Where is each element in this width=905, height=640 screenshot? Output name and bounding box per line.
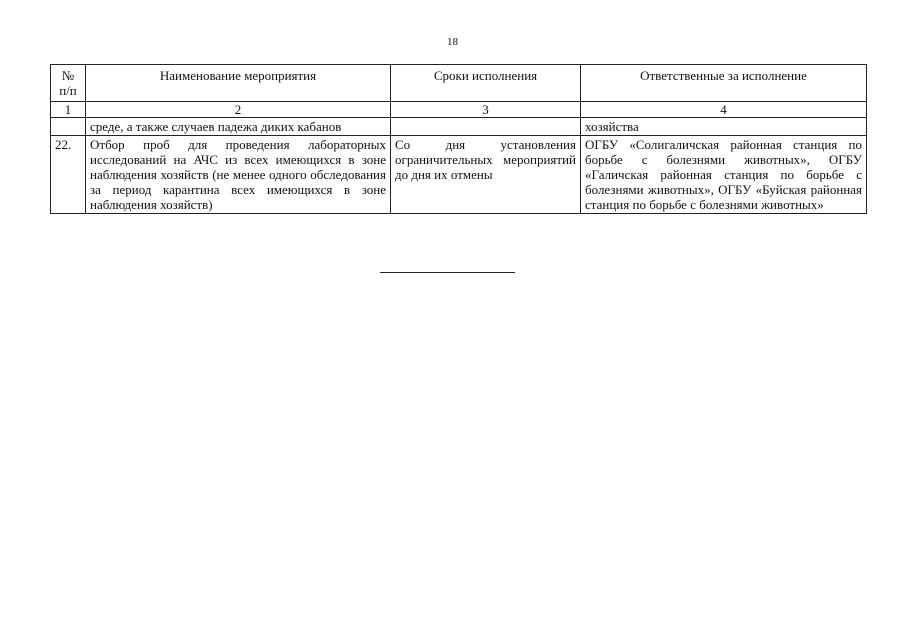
row-num-cell xyxy=(51,118,86,136)
closing-rule xyxy=(380,272,515,273)
header-responsible: Ответственные за исполнение xyxy=(581,65,867,102)
row-responsible-cell: хозяйства xyxy=(581,118,867,136)
row-deadline-cell xyxy=(391,118,581,136)
table-header-row xyxy=(51,65,867,102)
row-responsible-cell: ОГБУ «Солигаличская районная станция по борьбе с болезнями животных», ОГБУ «Галичская районная станция по борьбе с болезнями животных», ОГБУ «Буйская районная станция по борьбе с болезнями животных» xyxy=(581,136,867,214)
row-num-cell: 22. xyxy=(51,136,86,214)
table-row xyxy=(51,136,867,214)
row-name-cell: среде, а также случаев падежа диких кабанов xyxy=(86,118,391,136)
header-num: № п/п xyxy=(51,65,86,102)
header-deadline: Сроки исполнения xyxy=(391,65,581,102)
header-name: Наименование мероприятия xyxy=(86,65,391,102)
page-number: 18 xyxy=(447,36,458,48)
measures-table xyxy=(50,64,867,214)
column-number: 4 xyxy=(581,102,867,118)
column-number: 1 xyxy=(51,102,86,118)
column-number-row xyxy=(51,102,867,118)
row-deadline-cell: Со дня установления ограничительных мероприятий до дня их отмены xyxy=(391,136,581,214)
column-number: 2 xyxy=(86,102,391,118)
row-name-cell: Отбор проб для проведения лабораторных исследований на АЧС из всех имеющихся в зоне наблюдения хозяйств (не менее одного обследования за период карантина всех имеющихся в зоне наблюдения хозяйств) xyxy=(86,136,391,214)
column-number: 3 xyxy=(391,102,581,118)
table-row xyxy=(51,118,867,136)
